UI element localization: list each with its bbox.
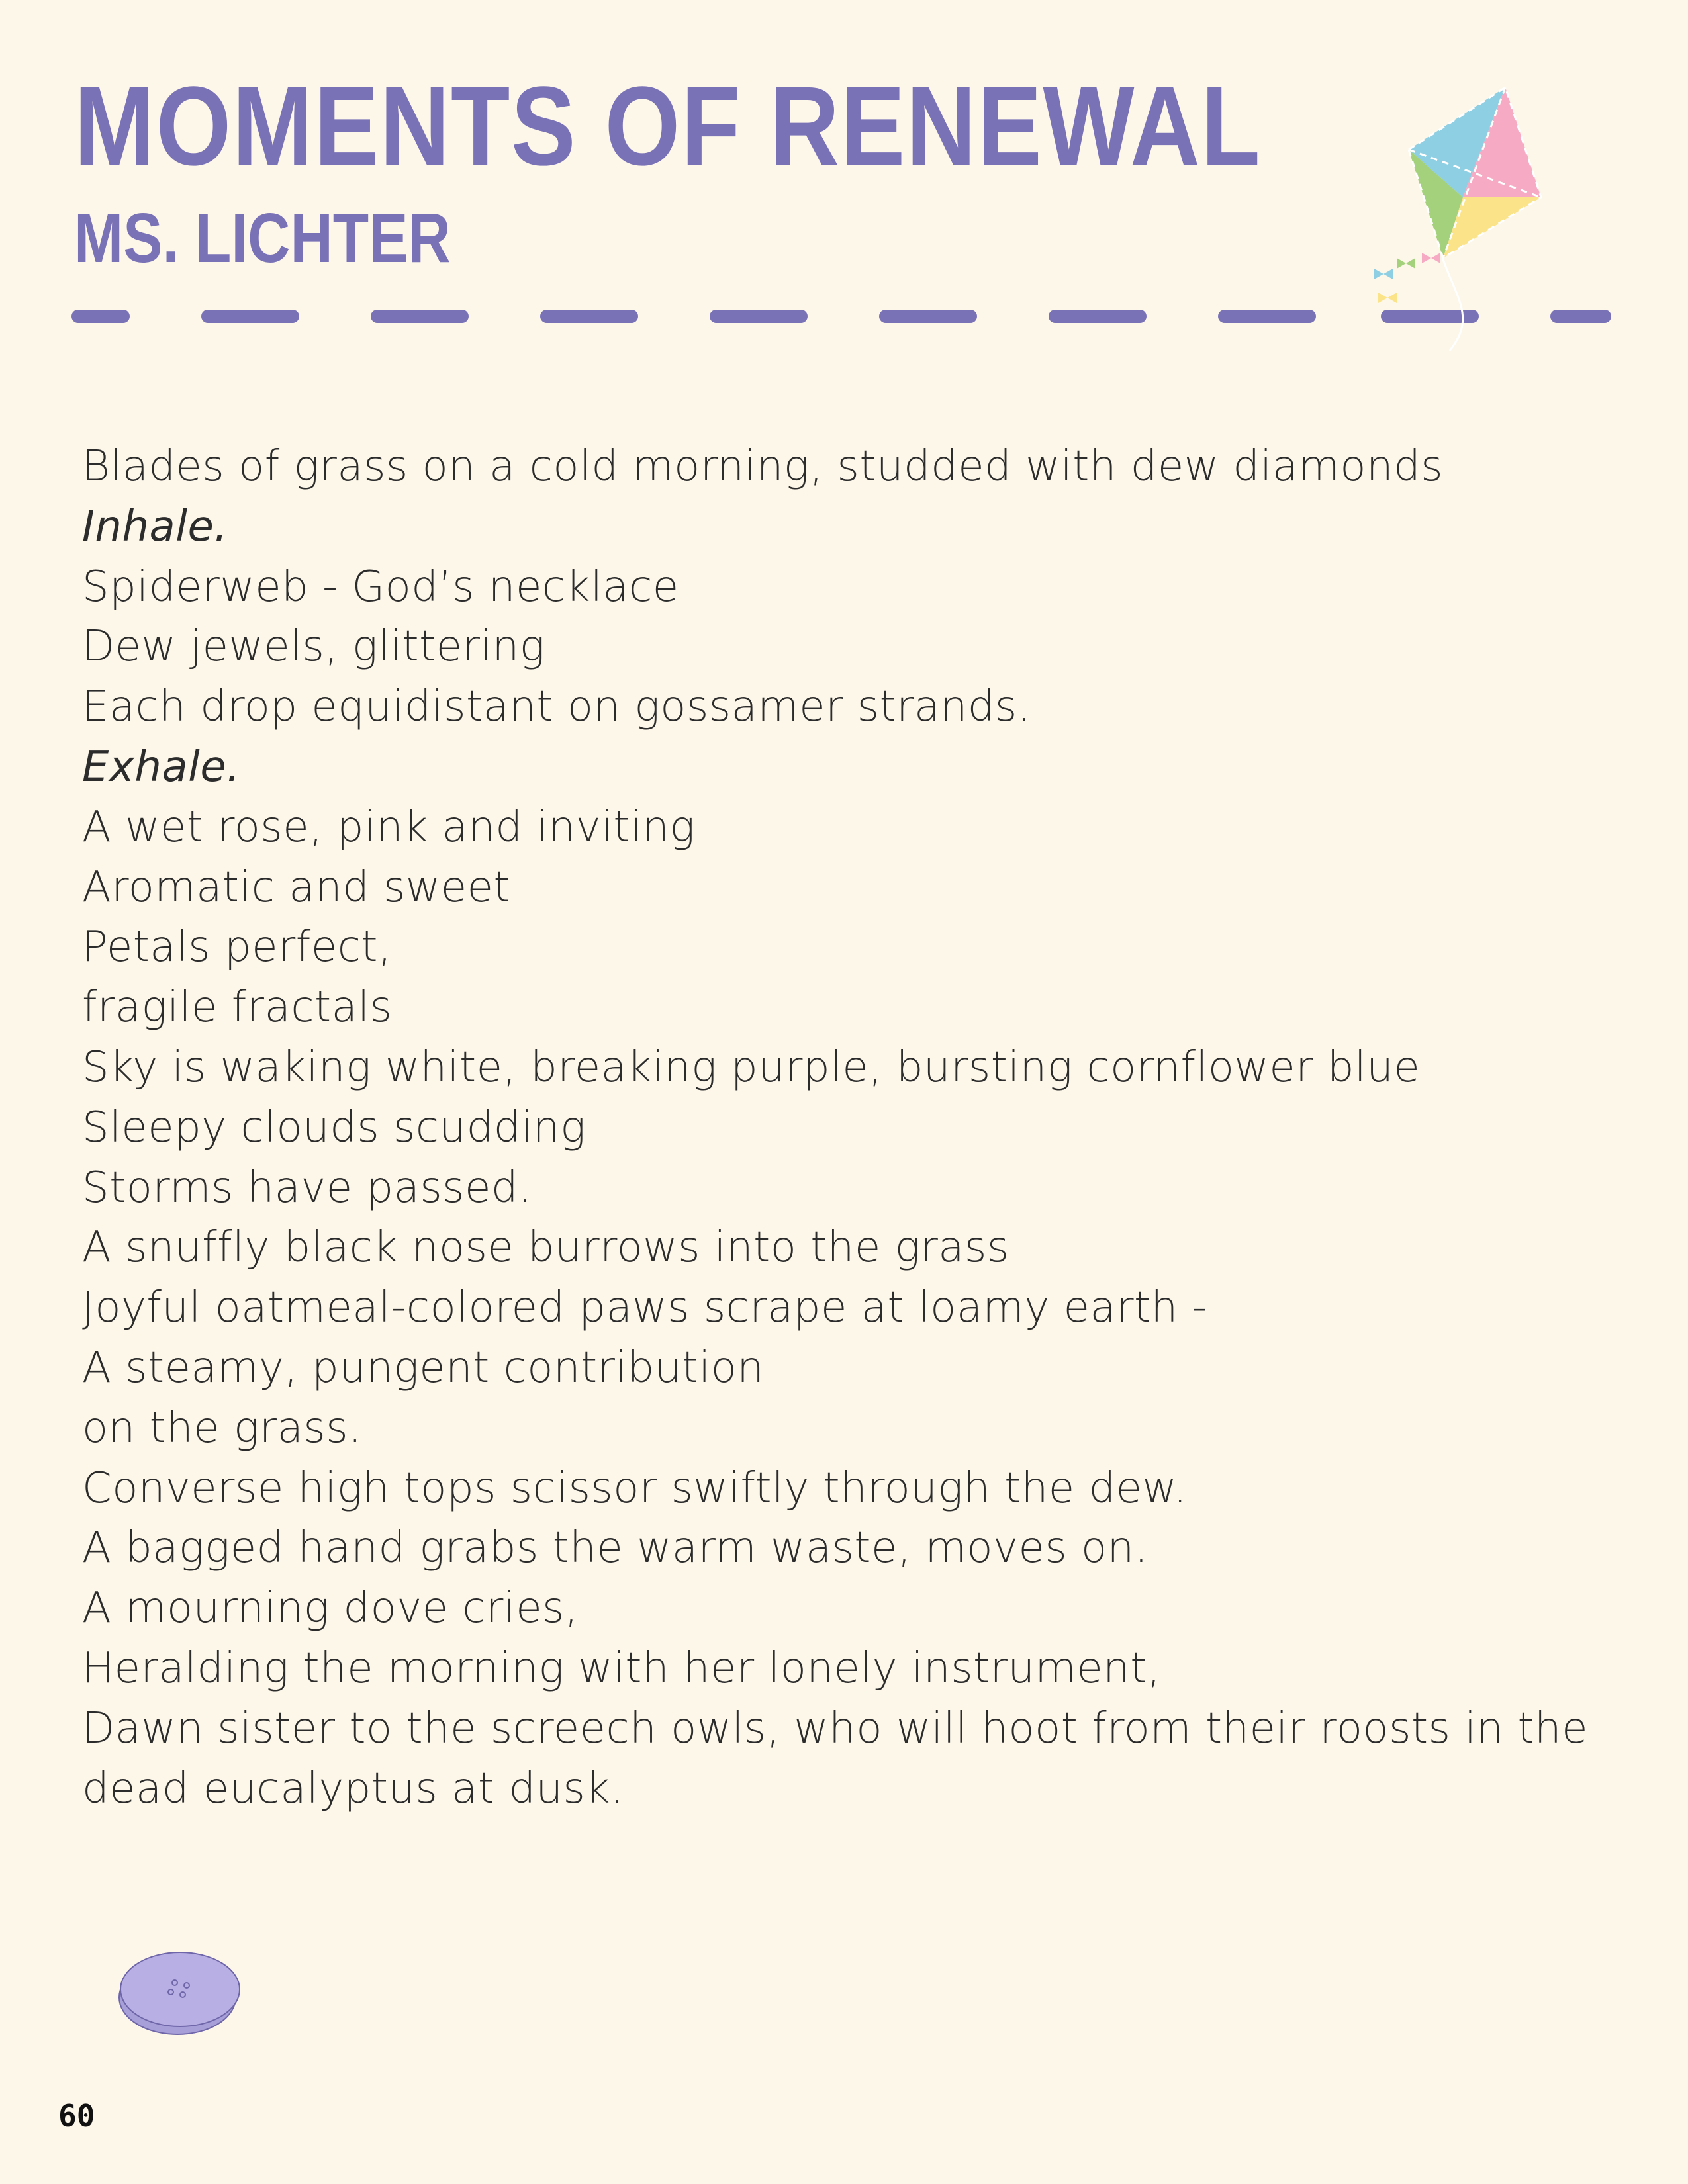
poem-line: A mourning dove cries, — [82, 1584, 579, 1633]
poem-line: Joyful oatmeal-colored paws scrape at loamy earth - — [82, 1283, 1208, 1333]
poem-line: A steamy, pungent contribution — [82, 1343, 765, 1392]
poem-line: Dew jewels, glittering — [82, 622, 545, 672]
poem-line: A snuffly black nose burrows into the grass — [82, 1223, 1009, 1273]
kite-tail — [1374, 253, 1463, 351]
poem-line: Converse high tops scissor swiftly through the dew. — [82, 1463, 1188, 1513]
button-icon — [114, 1939, 246, 2038]
kite-icon — [1364, 73, 1562, 364]
poem-line: Aromatic and sweet — [82, 862, 511, 912]
author-name: MS. LICHTER — [74, 199, 451, 277]
poem-line: on the grass. — [82, 1403, 362, 1453]
kite-bow-3 — [1422, 253, 1440, 263]
kite-body — [1409, 87, 1541, 258]
kite-bow-2 — [1397, 258, 1415, 269]
poem-line: Dawn sister to the screech owls, who will hoot from their roosts in the — [82, 1704, 1588, 1753]
kite-bow-4 — [1378, 293, 1397, 303]
poem-line: Inhale. — [82, 502, 228, 551]
poem-body — [82, 437, 1631, 1819]
poem-line: dead eucalyptus at dusk. — [82, 1764, 624, 1813]
page-title: MOMENTS OF RENEWAL — [74, 64, 1262, 189]
poem-line: Heralding the morning with her lonely instrument, — [82, 1643, 1161, 1693]
poem-line: Petals perfect, — [82, 923, 392, 972]
poem-line: Blades of grass on a cold morning, studded with dew diamonds — [82, 442, 1444, 491]
kite-bow-1 — [1374, 269, 1393, 279]
poem-line: Exhale. — [82, 742, 241, 792]
poem-line: Sleepy clouds scudding — [82, 1103, 586, 1152]
poem-line: fragile fractals — [82, 983, 393, 1032]
poem-line: A bagged hand grabs the warm waste, moves on. — [82, 1524, 1149, 1573]
poem-line: Storms have passed. — [82, 1163, 532, 1212]
poem-line: Each drop equidistant on gossamer strands. — [82, 682, 1031, 732]
poem-line: Sky is waking white, breaking purple, bursting cornflower blue — [82, 1042, 1421, 1092]
poem-line: A wet rose, pink and inviting — [82, 802, 696, 852]
poem-line: Spiderweb - God’s necklace — [82, 562, 679, 612]
page-number: 60 — [58, 2098, 95, 2134]
